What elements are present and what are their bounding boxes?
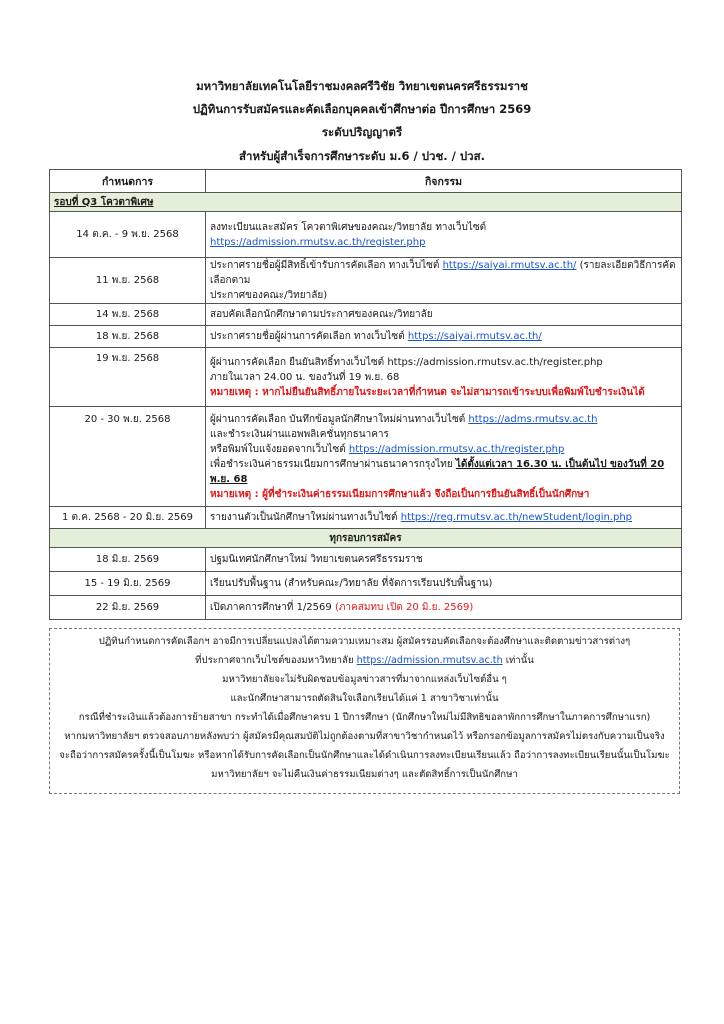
row-date: 22 มิ.ย. 2569: [50, 596, 206, 620]
note-line: หากมหาวิทยาลัยฯ ตรวจสอบภายหลังพบว่า ผู้สมัครมีคุณสมบัติไม่ถูกต้องตามที่สาขาวิชากำหนดไว้ หรือกรอกข้อมูลการสมัครไม่ตรงกับความเป็นจริง: [64, 731, 665, 742]
table-row: [50, 304, 682, 326]
table-row: [50, 548, 682, 572]
section-row-q3: [50, 193, 682, 212]
calendar-title: ปฏิทินการรับสมัครและคัดเลือกบุคคลเข้าศึกษาต่อ ปีการศึกษา 2569: [192, 102, 532, 116]
university-title: มหาวิทยาลัยเทคโนโลยีราชมงคลศรีวิชัย วิทยาเขตนครศรีธรรมราช: [196, 79, 528, 93]
row-activity: ผู้ผ่านการคัดเลือก ยืนยันสิทธิ์ทางเว็บไซต์ https://admission.rmutsv.ac.th/register.php ภายในเวลา 24.00 น. ของวันที่ 19 พ.ย. 68 หมายเหตุ : หากไม่ยืนยันสิทธิ์ภายในระยะเวลาที่กำหนด จะไม่สามารถเข้าระบบเพื่อพิมพ์ใบชำระเงินได้: [206, 348, 682, 407]
row-date: 15 - 19 มิ.ย. 2569: [50, 572, 206, 596]
note-line: มหาวิทยาลัยฯ จะไม่คืนเงินค่าธรรมเนียมต่างๆ และตัดสิทธิ์การเป็นนักศึกษา: [211, 769, 518, 780]
section-all-label: ทุกรอบการสมัคร: [50, 529, 682, 548]
row-activity: ลงทะเบียนและสมัคร โควตาพิเศษของคณะ/วิทยาลัย ทางเว็บไซต์ https://admission.rmutsv.ac.th/register.php: [206, 212, 682, 258]
section-row-all: [50, 529, 682, 548]
newstudent-link[interactable]: https://reg.rmutsv.ac.th/newStudent/login.php: [400, 512, 633, 523]
confirm-warning: หมายเหตุ : หากไม่ยืนยันสิทธิ์ภายในระยะเวลาที่กำหนด จะไม่สามารถเข้าระบบเพื่อพิมพ์ใบชำระเงินได้: [210, 386, 645, 398]
row-date: 11 พ.ย. 2568: [50, 258, 206, 304]
saiyai-link[interactable]: https://saiyai.rmutsv.ac.th/: [442, 260, 577, 271]
saiyai-link[interactable]: https://saiyai.rmutsv.ac.th/: [407, 331, 542, 342]
notes-box: [49, 628, 680, 794]
row-activity: เปิดภาคการศึกษาที่ 1/2569 (ภาคสมทบ เปิด 20 มิ.ย. 2569): [206, 596, 682, 620]
schedule-table: [49, 169, 682, 620]
evening-session-note: (ภาคสมทบ เปิด 20 มิ.ย. 2569): [334, 602, 474, 613]
applicant-qualification: สำหรับผู้สำเร็จการศึกษาระดับ ม.6 / ปวช. / ปวส.: [238, 149, 486, 163]
column-date-header: กำหนดการ: [50, 170, 206, 193]
row-activity: รายงานตัวเป็นนักศึกษาใหม่ผ่านทางเว็บไซต์ https://reg.rmutsv.ac.th/newStudent/login.php: [206, 507, 682, 529]
register-link[interactable]: https://admission.rmutsv.ac.th/register.php: [348, 443, 565, 455]
row-activity: ปฐมนิเทศนักศึกษาใหม่ วิทยาเขตนครศรีธรรมราช: [206, 548, 682, 572]
adms-link[interactable]: https://adms.rmutsv.ac.th: [468, 413, 598, 425]
table-header: [50, 170, 682, 193]
row-date: 19 พ.ย. 2568: [50, 348, 206, 407]
table-row: [50, 596, 682, 620]
register-link[interactable]: https://admission.rmutsv.ac.th/register.php: [210, 236, 426, 248]
note-line: ที่ประกาศจากเว็บไซต์ของมหาวิทยาลัย https://admission.rmutsv.ac.th เท่านั้น: [195, 655, 534, 666]
note-line: กรณีที่ชำระเงินแล้วต้องการย้ายสาขา กระทำได้เมื่อศึกษาครบ 1 ปีการศึกษา (นักศึกษาใหม่ไม่มีสิทธิขอลาพักการศึกษาในภาคการศึกษาแรก): [78, 712, 651, 723]
admission-link[interactable]: https://admission.rmutsv.ac.th: [356, 655, 503, 666]
column-activity-header: กิจกรรม: [206, 170, 682, 193]
degree-level: ระดับปริญญาตรี: [321, 125, 403, 139]
table-row: [50, 507, 682, 529]
row-activity: เรียนปรับพื้นฐาน (สำหรับคณะ/วิทยาลัย ที่จัดการเรียนปรับพื้นฐาน): [206, 572, 682, 596]
row-activity: ประกาศรายชื่อผู้มีสิทธิ์เข้ารับการคัดเลือก ทางเว็บไซต์ https://saiyai.rmutsv.ac.th/ (รายละเอียดวิธีการคัดเลือกตาม ประกาศของคณะ/วิทยาลัย): [206, 258, 682, 304]
row-activity: ผู้ผ่านการคัดเลือก บันทึกข้อมูลนักศึกษาใหม่ผ่านทางเว็บไซต์ https://adms.rmutsv.ac.th และชำระเงินผ่านแอพพลิเคชั่นทุกธนาคาร หรือพิมพ์ใบแจ้งยอดจากเว็บไซต์ https://admission.rmutsv.ac.th/register.php เพื่อชำระเงินค่าธรรมเนียมการศึกษาผ่านธนาคารกรุงไทย ได้ตั้งแต่เวลา 16.30 น. เป็นต้นไป ของวันที่ 20 พ.ย. 68 หมายเหตุ : ผู้ที่ชำระเงินค่าธรรมเนียมการศึกษาแล้ว จึงถือเป็นการยืนยันสิทธิ์เป็นนักศึกษา: [206, 407, 682, 507]
table-row: [50, 348, 682, 407]
row-activity: ประกาศรายชื่อผู้ผ่านการคัดเลือก ทางเว็บไซต์ https://saiyai.rmutsv.ac.th/: [206, 326, 682, 348]
row-date: 20 - 30 พ.ย. 2568: [50, 407, 206, 507]
table-row: [50, 407, 682, 507]
section-q3-label: รอบที่ Q3 โควตาพิเศษ: [50, 193, 682, 212]
table-row: [50, 572, 682, 596]
row-date: 14 ต.ค. - 9 พ.ย. 2568: [50, 212, 206, 258]
note-line: จะถือว่าการสมัครครั้งนี้เป็นโมฆะ หรือหากได้รับการคัดเลือกเป็นนักศึกษาและได้ดำเนินการลงทะเบียนเรียนแล้ว ถือว่าการลงทะเบียนเรียนนั้นเป็นโมฆะ: [59, 750, 670, 761]
row-date: 1 ต.ค. 2568 - 20 มิ.ย. 2569: [50, 507, 206, 529]
row-date: 18 พ.ย. 2568: [50, 326, 206, 348]
row-date: 18 มิ.ย. 2569: [50, 548, 206, 572]
table-row: [50, 326, 682, 348]
payment-time: ได้ตั้งแต่เวลา 16.30 น. เป็นต้นไป ของวันที่ 20 พ.ย. 68: [210, 458, 665, 485]
table-row: [50, 212, 682, 258]
table-row: [50, 258, 682, 304]
note-line: และนักศึกษาสามารถตัดสินใจเลือกเรียนได้แค่ 1 สาขาวิชาเท่านั้น: [230, 693, 499, 704]
payment-warning: หมายเหตุ : ผู้ที่ชำระเงินค่าธรรมเนียมการศึกษาแล้ว จึงถือเป็นการยืนยันสิทธิ์เป็นนักศึกษา: [210, 488, 590, 500]
note-line: ปฏิทินกำหนดการคัดเลือกฯ อาจมีการเปลี่ยนแปลงได้ตามความเหมาะสม ผู้สมัครรอบคัดเลือกจะต้องศึกษาและติดตามข่าวสารต่างๆ: [98, 636, 631, 647]
row-activity: สอบคัดเลือกนักศึกษาตามประกาศของคณะ/วิทยาลัย: [206, 304, 682, 326]
row-date: 14 พ.ย. 2568: [50, 304, 206, 326]
note-line: มหาวิทยาลัยจะไม่รับผิดชอบข้อมูลข่าวสารที่มาจากแหล่งเว็บไซต์อื่น ๆ: [222, 674, 507, 685]
